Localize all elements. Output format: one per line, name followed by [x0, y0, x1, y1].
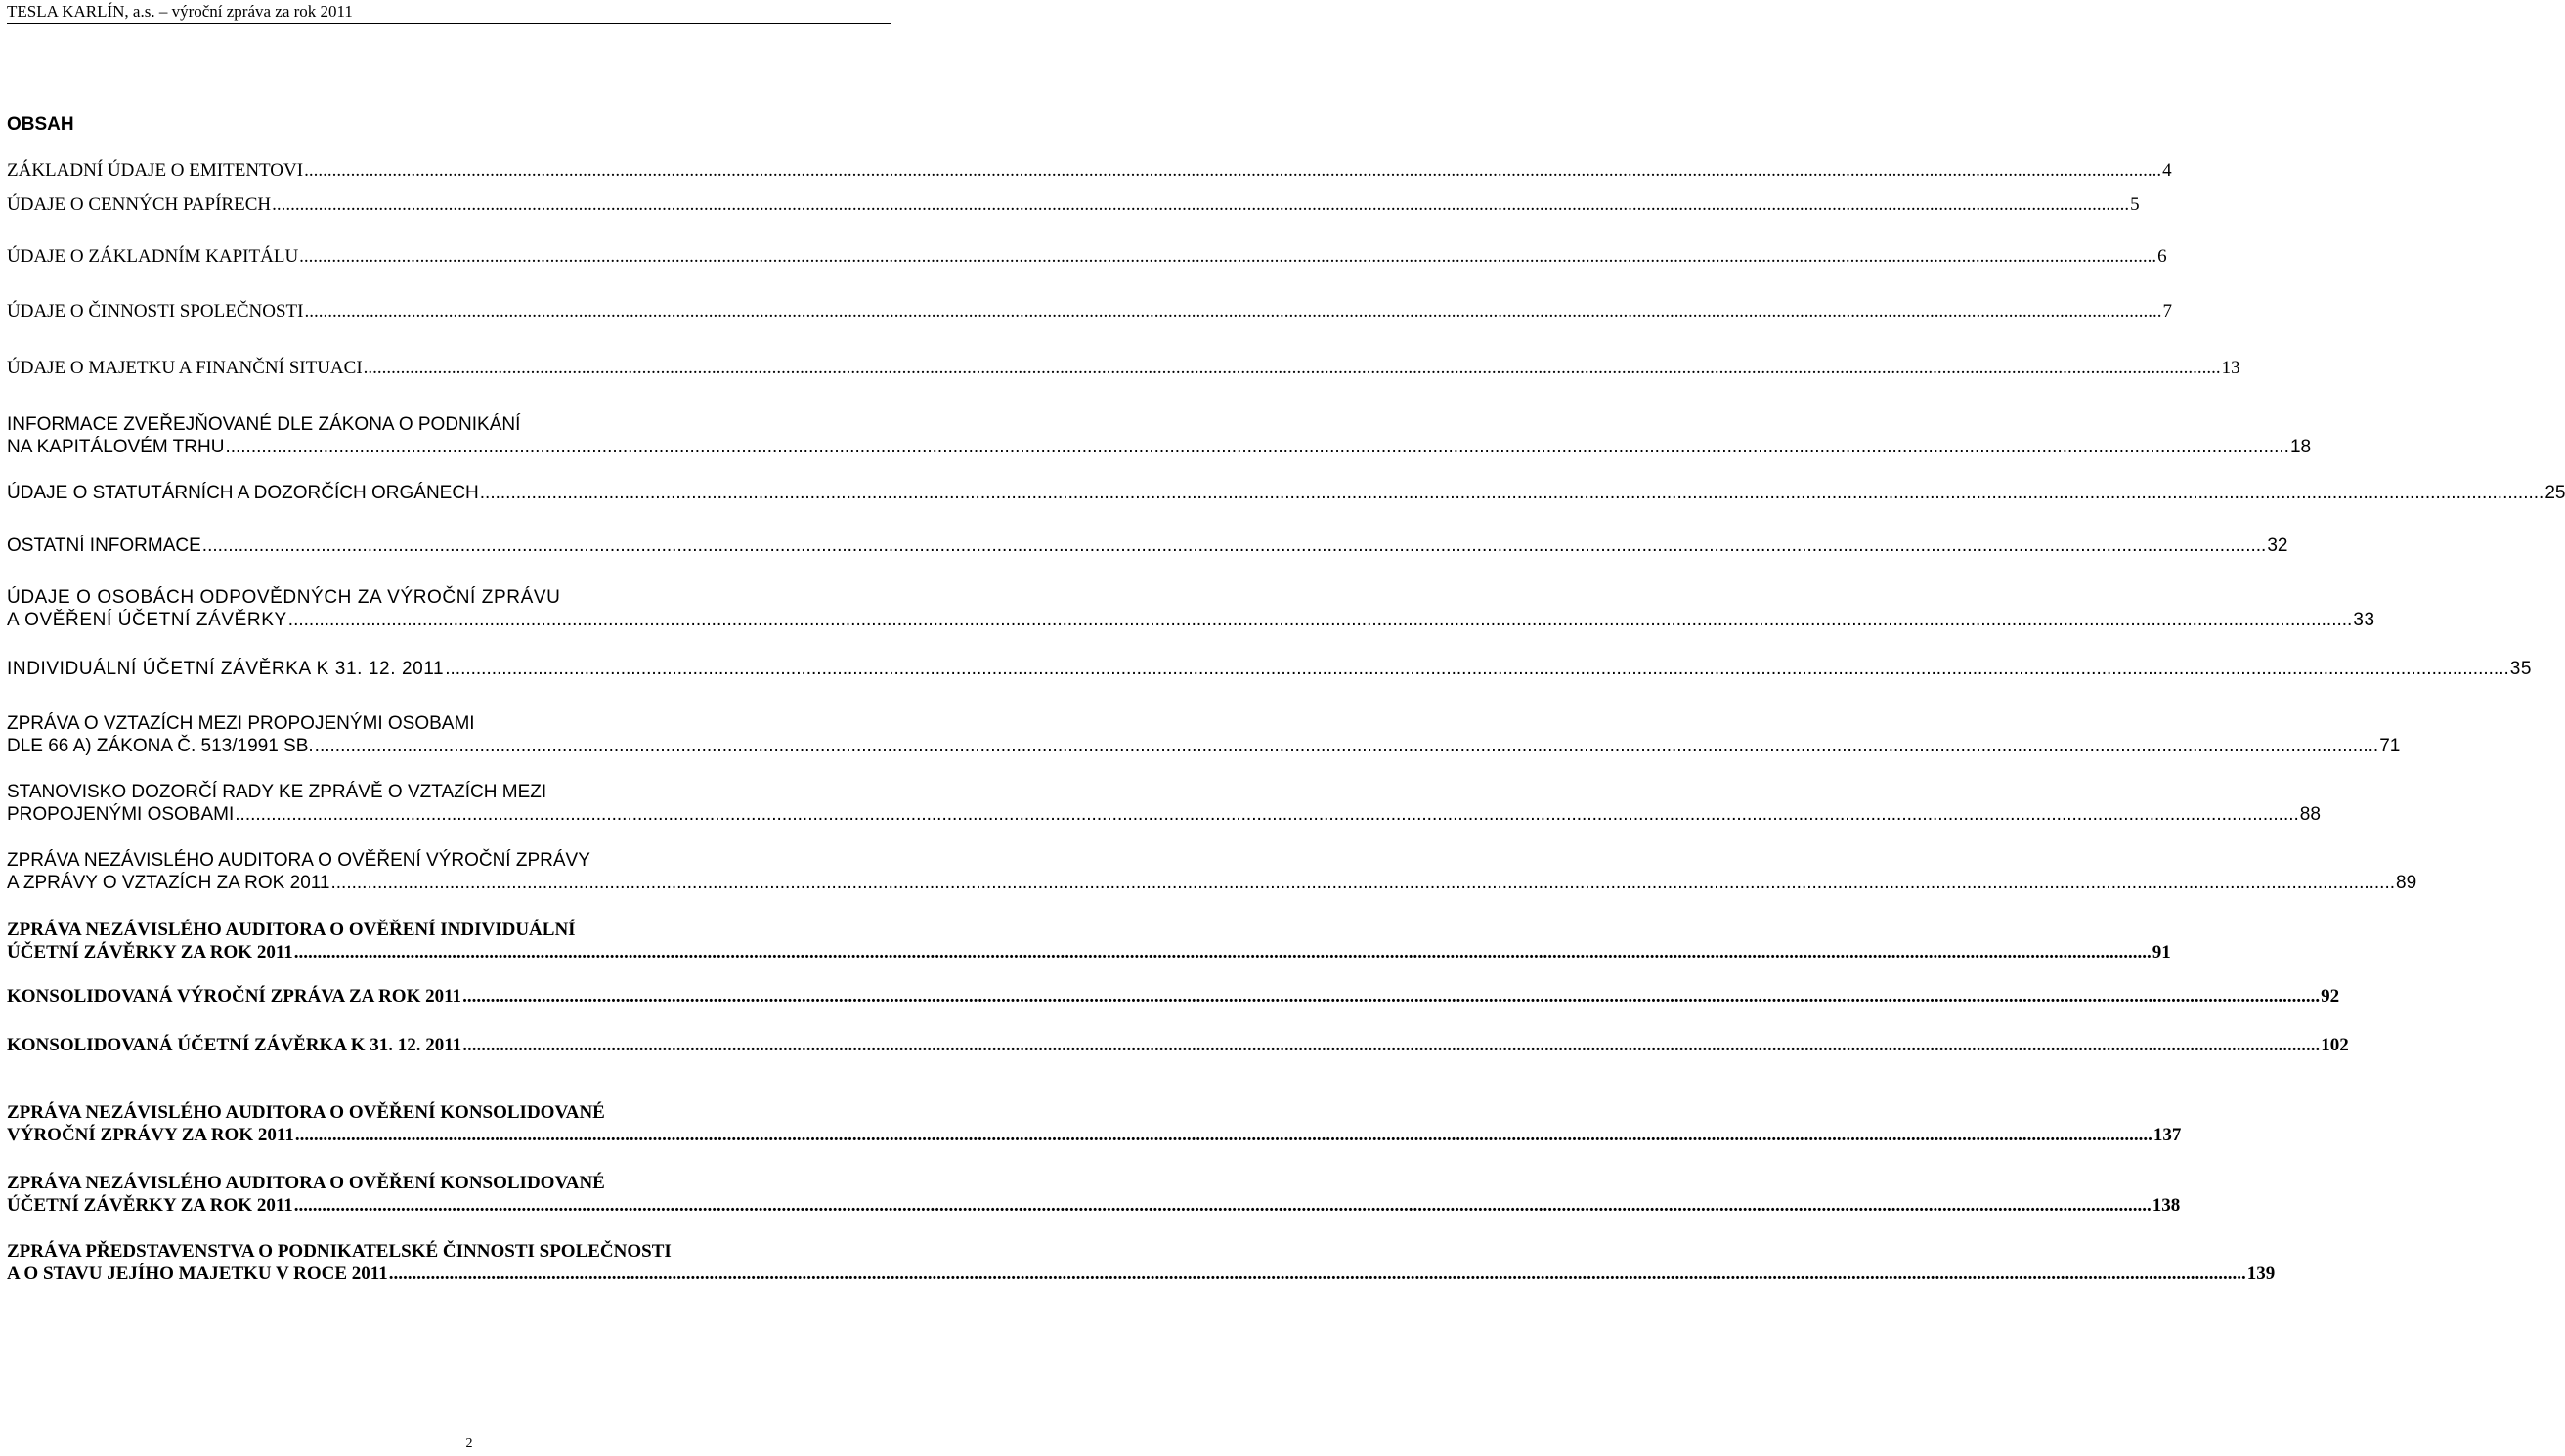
dot-leader: ................................................................................................................................................................................................................................................................................................................................................................................................................: [287, 610, 2353, 630]
toc-entry-page: 5: [2130, 194, 2140, 215]
toc-entry-page: 137: [2152, 1125, 2182, 1145]
toc-entry-page: 18: [2289, 437, 2312, 457]
toc-entry-page: 7: [2162, 301, 2172, 321]
toc-entry[interactable]: [7, 919, 2171, 964]
toc-entry-page: 25: [2544, 483, 2565, 503]
dot-leader: ................................................................................................................................................................................................................................................................................................................................................................................................................: [314, 736, 2379, 756]
toc-entry-title: ÚDAJE O ČINNOSTI SPOLEČNOSTI: [7, 301, 304, 321]
dot-leader: ................................................................................................................................................................................................................................................................................................................................................................................................................: [462, 1035, 2321, 1055]
document-header: TESLA KARLÍN, a.s. – výroční zpráva za rok 2011: [7, 2, 891, 24]
toc-entry-title: ÚDAJE O STATUTÁRNÍCH A DOZORČÍCH ORGÁNECH: [7, 483, 479, 503]
toc-entry-page: 71: [2379, 736, 2401, 756]
toc-entry-page: 88: [2299, 804, 2321, 825]
page-number: 2: [465, 1436, 473, 1451]
toc-entry-title: ZPRÁVA NEZÁVISLÉHO AUDITORA O OVĚŘENÍ VÝROČNÍ ZPRÁVY: [7, 850, 590, 871]
dot-leader: ................................................................................................................................................................................................................................................................................................................................................................................................................: [201, 535, 2267, 556]
toc-entry-title: ÚDAJE O MAJETKU A FINANČNÍ SITUACI: [7, 358, 363, 378]
toc-entry-title: ÚDAJE O OSOBÁCH ODPOVĚDNÝCH ZA VÝROČNÍ ZPRÁVU: [7, 587, 561, 608]
toc-entry[interactable]: [7, 1101, 2182, 1146]
toc-entry[interactable]: [7, 1172, 2181, 1217]
toc-entry-page: 139: [2246, 1263, 2276, 1284]
toc-entry[interactable]: [7, 712, 2401, 757]
toc-entry-title: A O STAVU JEJÍHO MAJETKU V ROCE 2011: [7, 1263, 388, 1284]
toc-entry-title: INDIVIDUÁLNÍ ÚČETNÍ ZÁVĚRKA K 31. 12. 2011: [7, 659, 445, 679]
toc-entry-title: OSTATNÍ INFORMACE: [7, 535, 201, 556]
toc-entry-page: 6: [2157, 246, 2167, 267]
toc-entry-title: ZÁKLADNÍ ÚDAJE O EMITENTOVI: [7, 160, 304, 181]
toc-entry[interactable]: [7, 586, 2375, 631]
dot-leader: ................................................................................................................................................................................................................................................................................................................................................................................................................: [479, 483, 2544, 503]
toc-entry-page: 138: [2152, 1195, 2181, 1216]
toc-entry-page: 102: [2321, 1035, 2349, 1055]
toc-entry-page: 35: [2509, 659, 2533, 679]
toc-entry[interactable]: [7, 1240, 2276, 1285]
toc-entry-title: ZPRÁVA O VZTAZÍCH MEZI PROPOJENÝMI OSOBAMI: [7, 713, 475, 734]
toc-entry[interactable]: [7, 482, 2565, 504]
toc-entry-title: STANOVISKO DOZORČÍ RADY KE ZPRÁVĚ O VZTAZÍCH MEZI: [7, 782, 547, 802]
toc-entry[interactable]: [7, 658, 2533, 680]
toc-entry-page: 4: [2162, 160, 2172, 181]
toc-entry[interactable]: [7, 849, 2417, 894]
dot-leader: ................................................................................................................................................................................................................................................................................................................................................................................................................: [304, 301, 2162, 321]
toc-entry-title: ZPRÁVA NEZÁVISLÉHO AUDITORA O OVĚŘENÍ KONSOLIDOVANÉ: [7, 1173, 605, 1193]
toc-entry-title: VÝROČNÍ ZPRÁVY ZA ROK 2011: [7, 1125, 294, 1145]
dot-leader: ................................................................................................................................................................................................................................................................................................................................................................................................................: [363, 358, 2221, 378]
dot-leader: ................................................................................................................................................................................................................................................................................................................................................................................................................: [272, 194, 2130, 215]
toc-entry-title: ÚČETNÍ ZÁVĚRKY ZA ROK 2011: [7, 942, 293, 963]
toc-entry-title: A ZPRÁVY O VZTAZÍCH ZA ROK 2011: [7, 873, 330, 893]
toc-entry[interactable]: [7, 357, 2240, 379]
dot-leader: ................................................................................................................................................................................................................................................................................................................................................................................................................: [235, 804, 2299, 825]
toc-entry-page: 89: [2396, 873, 2417, 893]
toc-entry-title: ÚDAJE O CENNÝCH PAPÍRECH: [7, 194, 272, 215]
toc-entry-title: KONSOLIDOVANÁ VÝROČNÍ ZPRÁVA ZA ROK 2011: [7, 986, 462, 1006]
dot-leader: ................................................................................................................................................................................................................................................................................................................................................................................................................: [225, 437, 2289, 457]
dot-leader: ................................................................................................................................................................................................................................................................................................................................................................................................................: [445, 659, 2509, 679]
dot-leader: ................................................................................................................................................................................................................................................................................................................................................................................................................: [294, 1125, 2152, 1145]
dot-leader: ................................................................................................................................................................................................................................................................................................................................................................................................................: [330, 873, 2396, 893]
toc-entry-page: 13: [2221, 358, 2240, 378]
toc-entry-title: ZPRÁVA PŘEDSTAVENSTVA O PODNIKATELSKÉ ČINNOSTI SPOLEČNOSTI: [7, 1241, 672, 1262]
toc-entry[interactable]: [7, 159, 2172, 182]
dot-leader: ................................................................................................................................................................................................................................................................................................................................................................................................................: [293, 1195, 2152, 1216]
toc-entry-title: KONSOLIDOVANÁ ÚČETNÍ ZÁVĚRKA K 31. 12. 2011: [7, 1035, 462, 1055]
toc-entry-title: INFORMACE ZVEŘEJŇOVANÉ DLE ZÁKONA O PODNIKÁNÍ: [7, 414, 521, 435]
dot-leader: ................................................................................................................................................................................................................................................................................................................................................................................................................: [293, 942, 2152, 963]
toc-entry-title: ÚČETNÍ ZÁVĚRKY ZA ROK 2011: [7, 1195, 293, 1216]
toc-entry-page: 92: [2321, 986, 2340, 1006]
dot-leader: ................................................................................................................................................................................................................................................................................................................................................................................................................: [388, 1263, 2246, 1284]
toc-entry[interactable]: [7, 781, 2321, 826]
toc-entry-title: ÚDAJE O ZÁKLADNÍM KAPITÁLU: [7, 246, 299, 267]
toc-entry-title: A OVĚŘENÍ ÚČETNÍ ZÁVĚRKY: [7, 610, 287, 630]
toc-entry-page: 33: [2353, 610, 2375, 630]
toc-entry-title: DLE 66 A) ZÁKONA Č. 513/1991 SB.: [7, 736, 314, 756]
toc-entry[interactable]: [7, 985, 2340, 1007]
toc-entry-title: ZPRÁVA NEZÁVISLÉHO AUDITORA O OVĚŘENÍ INDIVIDUÁLNÍ: [7, 920, 576, 940]
toc-title: OBSAH: [7, 114, 74, 135]
dot-leader: ................................................................................................................................................................................................................................................................................................................................................................................................................: [304, 160, 2162, 181]
toc-entry[interactable]: [7, 413, 2312, 458]
toc-entry[interactable]: [7, 193, 2140, 216]
toc-entry[interactable]: [7, 300, 2172, 322]
toc-entry-page: 91: [2152, 942, 2171, 963]
toc-entry[interactable]: [7, 245, 2167, 268]
toc-entry-title: ZPRÁVA NEZÁVISLÉHO AUDITORA O OVĚŘENÍ KONSOLIDOVANÉ: [7, 1102, 605, 1123]
toc-entry[interactable]: [7, 535, 2288, 557]
toc-entry[interactable]: [7, 1034, 2349, 1056]
dot-leader: ................................................................................................................................................................................................................................................................................................................................................................................................................: [462, 986, 2321, 1006]
toc-entry-page: 32: [2267, 535, 2288, 556]
dot-leader: ................................................................................................................................................................................................................................................................................................................................................................................................................: [299, 246, 2157, 267]
toc-entry-title: NA KAPITÁLOVÉM TRHU: [7, 437, 225, 457]
toc-entry-title: PROPOJENÝMI OSOBAMI: [7, 804, 235, 825]
